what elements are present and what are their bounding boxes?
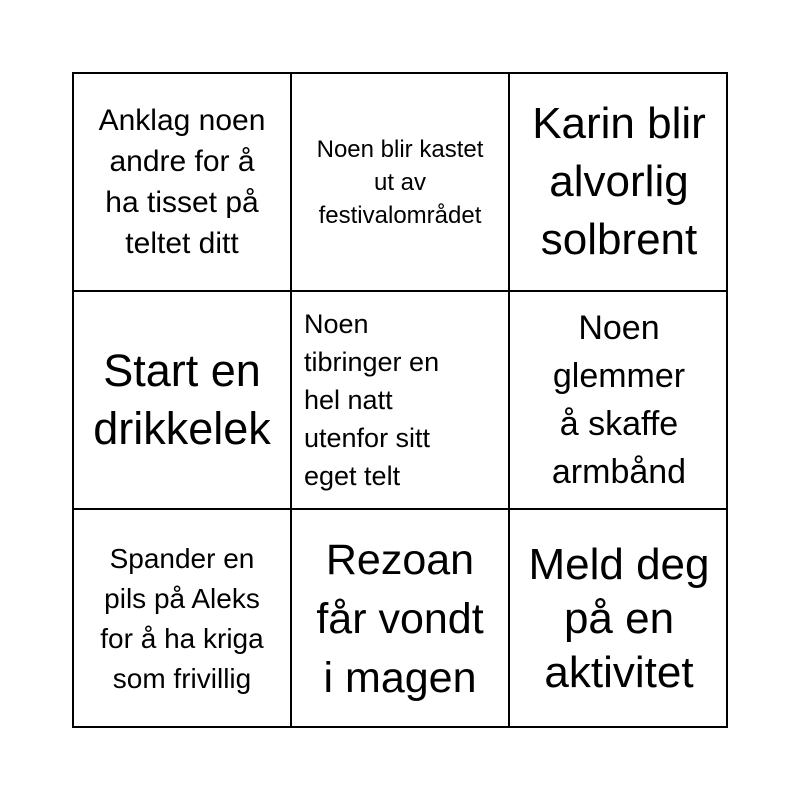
cell-line: Rezoan — [325, 535, 475, 584]
cell-line: drikkelek — [93, 403, 271, 454]
cell-line: tibringer en — [304, 347, 440, 377]
bingo-cell[interactable] — [510, 74, 728, 292]
cell-line: Meld deg — [528, 540, 710, 589]
bingo-cell[interactable] — [74, 510, 292, 728]
cell-line: Noen — [304, 309, 369, 339]
cell-line: på en — [563, 594, 675, 643]
cell-line: Karin blir — [532, 99, 706, 148]
cell-line: Anklag noen — [98, 104, 266, 137]
bingo-cell[interactable] — [292, 510, 510, 728]
cell-line: eget telt — [304, 461, 401, 491]
cell-line: glemmer — [552, 357, 686, 395]
cell-line: aktivitet — [544, 648, 694, 697]
cell-line: for å ha kriga — [100, 623, 264, 654]
bingo-cell[interactable] — [292, 74, 510, 292]
cell-line: alvorlig — [549, 157, 689, 206]
cell-line: får vondt — [316, 594, 484, 643]
cell-line: ut av — [373, 168, 427, 196]
cell-line: utenfor sitt — [304, 423, 431, 453]
cell-line: teltet ditt — [125, 227, 239, 260]
bingo-cell[interactable] — [510, 292, 728, 510]
cell-line: pils på Aleks — [104, 583, 260, 614]
cell-line: Noen — [578, 309, 660, 347]
cell-line: andre for å — [109, 145, 255, 178]
cell-line: ha tisset på — [105, 186, 259, 219]
cell-line: Start en — [103, 345, 261, 396]
bingo-cell[interactable] — [74, 74, 292, 292]
cell-line: i magen — [323, 653, 477, 702]
bingo-cell[interactable] — [74, 292, 292, 510]
cell-line: solbrent — [540, 215, 698, 264]
bingo-cell[interactable] — [510, 510, 728, 728]
cell-line: å skaffe — [559, 405, 679, 443]
cell-line: Noen blir kastet — [316, 135, 484, 163]
cell-line: festivalområdet — [318, 201, 482, 229]
cell-line: Spander en — [109, 543, 255, 574]
bingo-board — [72, 72, 728, 728]
cell-line: som frivillig — [112, 663, 252, 694]
cell-line: hel natt — [304, 385, 393, 415]
cell-line: armbånd — [551, 453, 687, 491]
bingo-cell[interactable] — [292, 292, 510, 510]
